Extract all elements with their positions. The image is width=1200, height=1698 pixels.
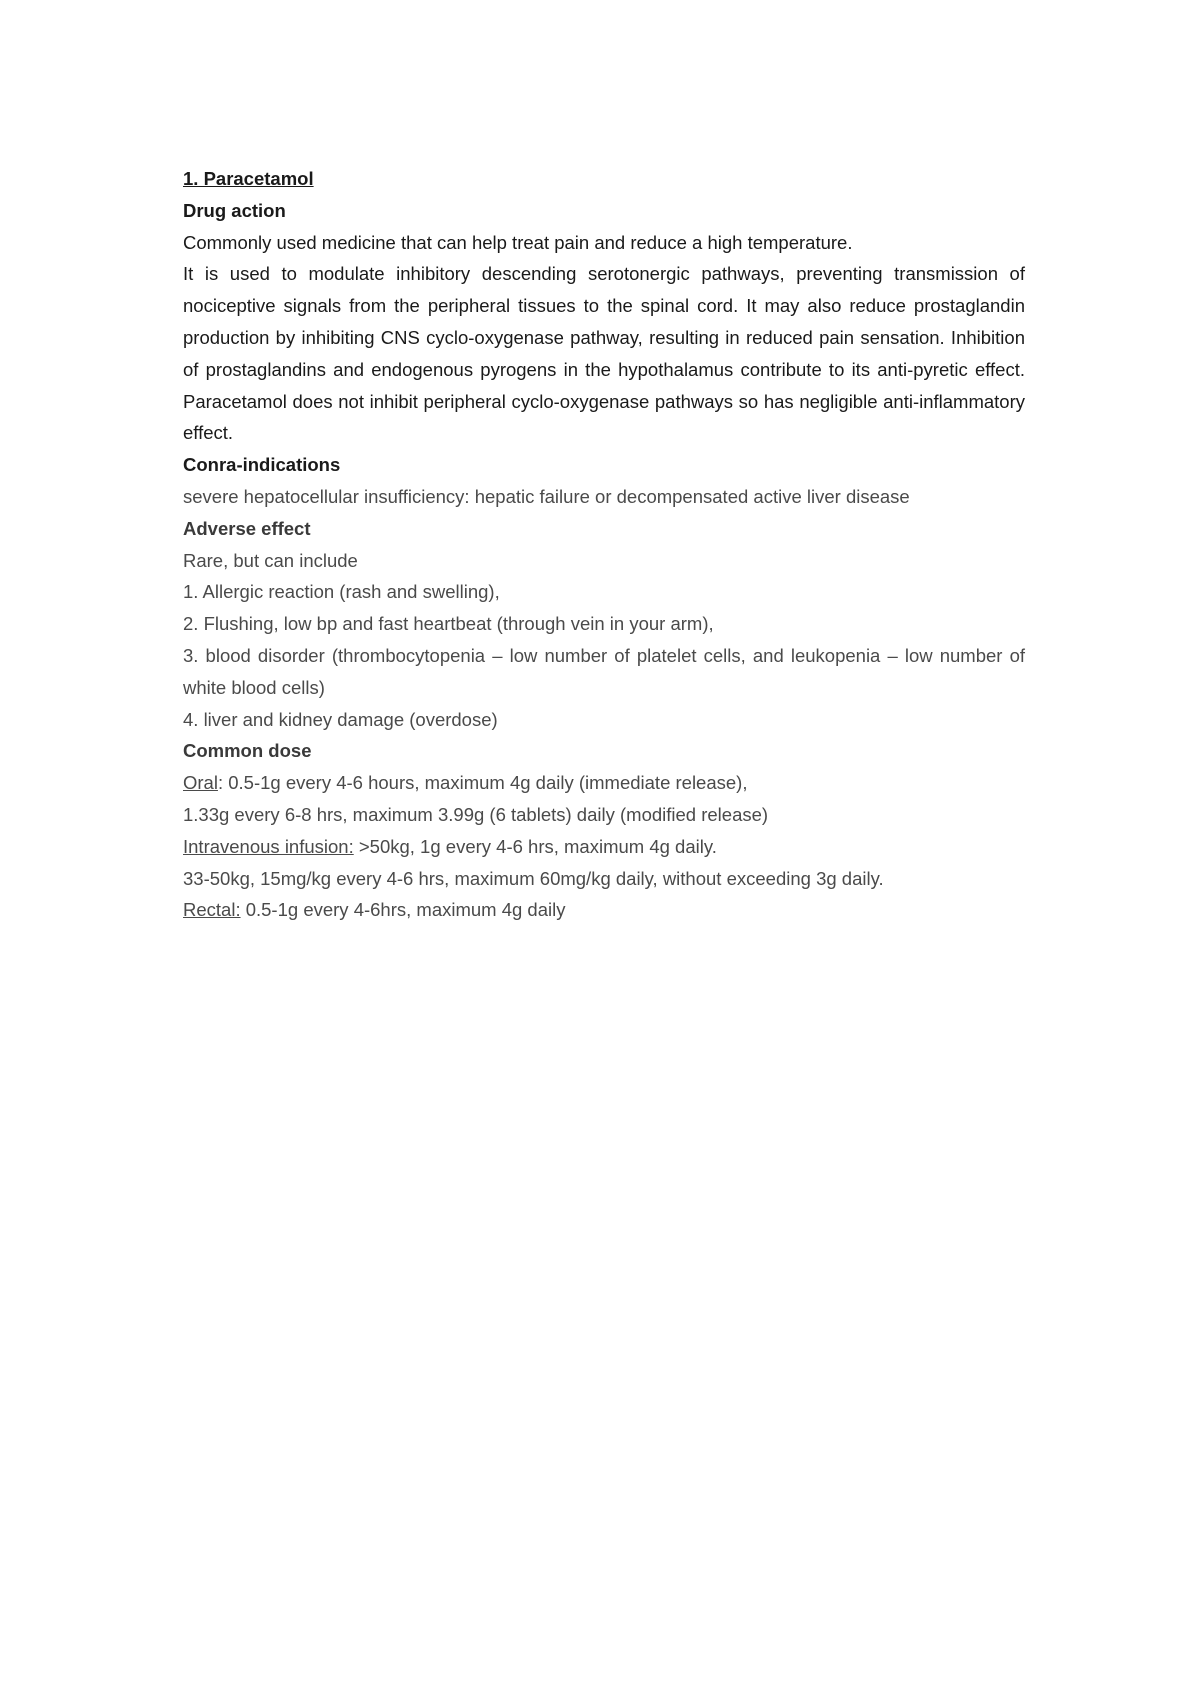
iv-dose-line xyxy=(183,831,1025,863)
document-page xyxy=(183,163,1025,926)
rectal-dose-text: 0.5-1g every 4-6hrs, maximum 4g daily xyxy=(240,899,566,921)
common-dose-heading: Common dose xyxy=(183,740,312,762)
adverse-effect-intro: Rare, but can include xyxy=(183,549,358,571)
adverse-effect-heading: Adverse effect xyxy=(183,517,311,539)
oral-dose-text: : 0.5-1g every 4-6 hours, maximum 4g daily (immediate release), xyxy=(217,772,748,794)
oral-dose-line xyxy=(183,767,1025,799)
adverse-effect-item: 2. Flushing, low bp and fast heartbeat (through vein in your arm), xyxy=(183,613,714,635)
adverse-effect-item: 1. Allergic reaction (rash and swelling), xyxy=(183,581,500,603)
rectal-dose-line xyxy=(183,894,1025,926)
document-title: 1. Paracetamol xyxy=(183,168,314,189)
iv-dose-text: >50kg, 1g every 4-6 hrs, maximum 4g daily. xyxy=(353,835,717,857)
rectal-label: Rectal: xyxy=(183,899,241,921)
drug-action-paragraph: It is used to modulate inhibitory descending serotonergic pathways, preventing transmission of nociceptive signals from the peripheral tissues to the spinal cord. It may also reduce prostaglandin production by inhibiting CNS cyclo-oxygenase pathway, resulting in reduced pain sensation. Inhibition of prostaglandins and endogenous pyrogens in the hypothalamus contribute to its anti-pyretic effect. Paracetamol does not inhibit peripheral cyclo-oxygenase pathways so has negligible anti-inflammatory effect. xyxy=(183,263,1025,444)
iv-dose-line-2: 33-50kg, 15mg/kg every 4-6 hrs, maximum 60mg/kg daily, without exceeding 3g daily. xyxy=(183,867,884,889)
adverse-effect-item: 3. blood disorder (thrombocytopenia – low number of platelet cells, and leukopenia – low number of white blood cells) xyxy=(183,644,1025,698)
contraindications-text: severe hepatocellular insufficiency: hepatic failure or decompensated active liver disease xyxy=(183,485,910,507)
oral-label: Oral xyxy=(183,772,218,794)
contraindications-heading: Conra-indications xyxy=(183,454,341,476)
adverse-effect-item: 4. liver and kidney damage (overdose) xyxy=(183,708,498,730)
drug-action-heading: Drug action xyxy=(183,199,286,221)
drug-action-intro: Commonly used medicine that can help treat pain and reduce a high temperature. xyxy=(183,231,853,253)
oral-dose-line-2: 1.33g every 6-8 hrs, maximum 3.99g (6 tablets) daily (modified release) xyxy=(183,803,769,825)
iv-label: Intravenous infusion: xyxy=(183,835,354,857)
